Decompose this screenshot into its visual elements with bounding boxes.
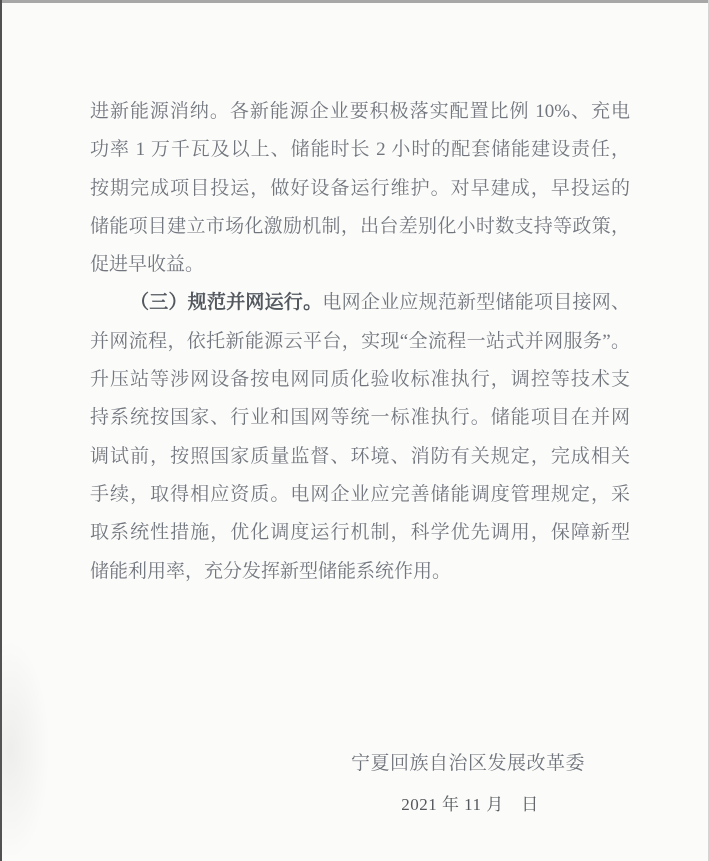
text-line: 储能项目建立市场化激励机制，出台差别化小时数支持等政策，	[90, 215, 630, 237]
scan-edge-top	[0, 0, 710, 3]
issue-date: 2021 年 11 月 日	[401, 795, 539, 814]
text-line: 按期完成项目投运，做好设备运行维护。对早建成，早投运的	[90, 177, 630, 199]
text-line: 升压站等涉网设备按电网同质化验收标准执行，调控等技术支	[90, 369, 630, 391]
scan-edge-left	[0, 0, 2, 861]
text-line: 促进早收益。	[90, 254, 205, 276]
text-line: 手续，取得相应资质。电网企业应完善储能调度管理规定，采	[90, 483, 630, 505]
text-line: 进新能源消纳。各新能源企业要积极落实配置比例 10%、充电	[90, 101, 630, 122]
issuer-signature: 宁夏回族自治区发展改革委	[350, 753, 585, 774]
scan-smudge	[0, 640, 50, 860]
document-body	[90, 93, 630, 591]
section-heading: （三）规范并网运行。	[130, 292, 323, 314]
text-line: 并网流程，依托新能源云平台，实现“全流程一站式并网服务”。	[90, 330, 630, 352]
text-line: （三）规范并网运行。电网企业应规范新型储能项目接网、	[130, 292, 630, 314]
text-line: 调试前，按照国家质量监督、环境、消防有关规定，完成相关	[90, 445, 630, 467]
text-line: 储能利用率，充分发挥新型储能系统作用。	[90, 560, 452, 582]
text-line: 取系统性措施，优化调度运行机制，科学优先调用，保障新型	[90, 522, 630, 544]
text-line: 持系统按国家、行业和国网等统一标准执行。储能项目在并网	[90, 407, 630, 429]
text-line: 功率 1 万千瓦及以上、储能时长 2 小时的配套储能建设责任，	[90, 139, 630, 161]
